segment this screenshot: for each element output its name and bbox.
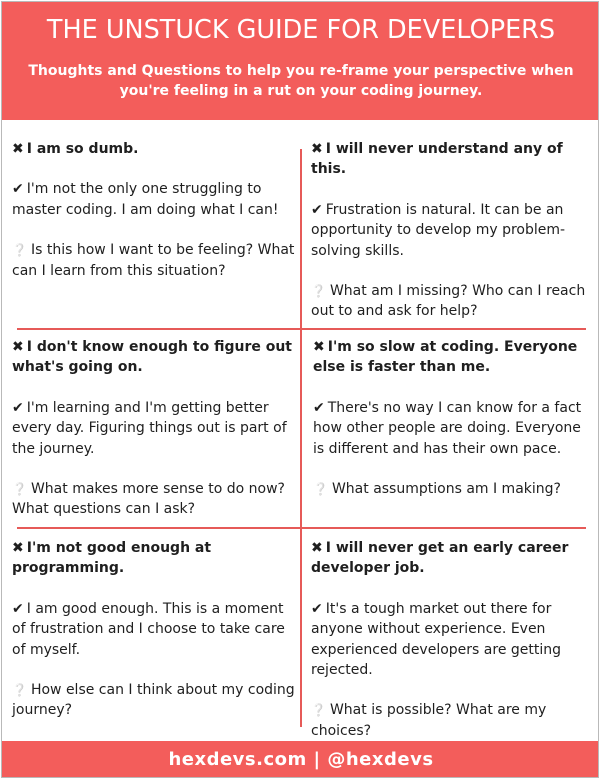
- card-dont-know-enough: [12, 337, 295, 520]
- page-title: THE UNSTUCK GUIDE FOR DEVELOPERS: [46, 15, 556, 45]
- question-icon: ❔: [12, 482, 27, 497]
- card-never-get-job: [311, 538, 595, 741]
- reflection-question: What assumptions am I making?: [331, 481, 561, 498]
- cross-icon: ✖: [311, 540, 323, 556]
- reflection-question: What am I missing? Who can I reach out to and ask for help?: [311, 283, 586, 320]
- check-icon: ✔: [311, 201, 323, 218]
- reframe-statement: I'm learning and I'm getting better every day. Figuring things out is part of the journey.: [12, 399, 287, 457]
- horizontal-divider-2: [17, 527, 586, 529]
- reflection-question: Is this how I want to be feeling? What can I learn from this situation?: [12, 242, 295, 279]
- cross-icon: ✖: [12, 141, 24, 157]
- footer-credits: hexdevs.com | @hexdevs: [168, 749, 434, 770]
- header-banner: [2, 2, 599, 120]
- reframe-statement: There's no way I can know for a fact how other people are doing. Everyone is different and has their own pace.: [313, 399, 582, 457]
- check-icon: ✔: [12, 600, 24, 617]
- reframe-statement: I am good enough. This is a moment of frustration and I choose to take care of myself.: [12, 600, 285, 658]
- poster: [1, 1, 599, 778]
- footer-banner: [2, 741, 599, 778]
- question-icon: ❔: [313, 482, 328, 497]
- negative-thought: I don't know enough to figure out what's going on.: [12, 339, 292, 376]
- card-so-dumb: [12, 139, 295, 281]
- vertical-divider: [300, 149, 302, 727]
- check-icon: ✔: [311, 600, 323, 617]
- reflection-question: How else can I think about my coding journey?: [12, 682, 295, 719]
- reflection-question: What is possible? What are my choices?: [311, 702, 547, 739]
- reframe-statement: I'm not the only one struggling to master coding. I am doing what I can!: [12, 181, 279, 218]
- reflection-question: What makes more sense to do now? What questions can I ask?: [12, 481, 285, 518]
- question-icon: ❔: [311, 284, 326, 299]
- cross-icon: ✖: [12, 540, 24, 556]
- negative-thought: I am so dumb.: [26, 141, 139, 157]
- cross-icon: ✖: [12, 339, 24, 355]
- check-icon: ✔: [313, 399, 325, 416]
- question-icon: ❔: [311, 703, 326, 718]
- reframe-statement: Frustration is natural. It can be an opportunity to develop my problem-solving skills.: [311, 201, 566, 259]
- check-icon: ✔: [12, 399, 24, 416]
- question-icon: ❔: [12, 683, 27, 698]
- negative-thought: I will never get an early career developer job.: [311, 540, 569, 577]
- page-subtitle: Thoughts and Questions to help you re-frame your perspective when you're feeling in a rut on your coding journey.: [28, 63, 574, 99]
- horizontal-divider-1: [17, 328, 586, 330]
- negative-thought: I'm so slow at coding. Everyone else is faster than me.: [313, 339, 578, 376]
- card-not-good-enough: [12, 538, 295, 721]
- reframe-statement: It's a tough market out there for anyone without experience. Even experienced developers are getting rejected.: [311, 600, 562, 679]
- cross-icon: ✖: [313, 339, 325, 355]
- check-icon: ✔: [12, 181, 24, 198]
- card-so-slow: [313, 337, 593, 499]
- cross-icon: ✖: [311, 141, 323, 157]
- negative-thought: I will never understand any of this.: [311, 141, 563, 178]
- negative-thought: I'm not good enough at programming.: [12, 540, 212, 577]
- card-never-understand: [311, 139, 597, 322]
- question-icon: ❔: [12, 243, 27, 258]
